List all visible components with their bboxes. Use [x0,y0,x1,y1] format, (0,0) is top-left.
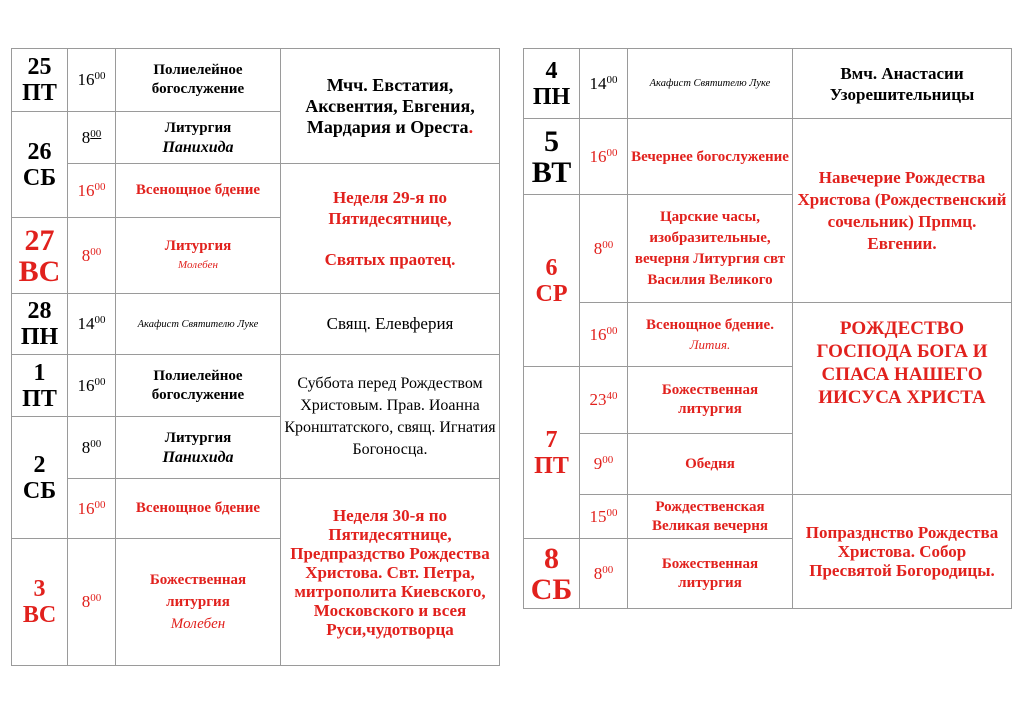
feast-line: Неделя 29-я по Пятидесятнице, [328,188,452,228]
service-cell [116,49,281,112]
time-hour: 8 [81,437,91,457]
feast-text: Навечерие Рождества Христова (Рождественский сочельник) Прпмц. Евгении. [797,167,1007,253]
service-cell [116,164,281,218]
service-cell [628,434,793,495]
service-name: Всенощное бдение [135,182,261,198]
time-cell [580,119,628,195]
time-hour: 8 [593,563,603,583]
date-cell-3 [12,539,68,666]
feast-cell [793,119,1012,303]
service-cell [628,49,793,119]
time-cell [68,294,116,355]
service-cell [628,367,793,434]
service-cell [628,119,793,195]
service-cell [628,495,793,539]
service-name: Всенощное бдение [135,500,261,516]
day-of-week: СБ [22,164,57,191]
time-cell [68,417,116,479]
time-minutes: 00 [90,245,102,258]
time-cell [580,539,628,609]
time-hour: 16 [77,498,95,518]
time-minutes: 40 [606,390,618,402]
feast-text: Вмч. Анастасии Узорешительницы [829,63,975,104]
time-cell [68,49,116,112]
feast-cell [281,294,500,355]
time-cell [68,539,116,666]
date-number: 1 [33,359,46,386]
date-number: 26 [27,138,52,165]
day-of-week: ПТ [22,385,57,412]
date-number: 6 [545,254,558,281]
time-cell [580,195,628,303]
feast-text: Мчч. Евстатия, Аксвентия, Евгения, Мардария и Ореста [305,74,475,137]
schedule-table-left [11,48,500,666]
time-hour: 14 [77,314,95,333]
time-minutes: 00 [94,180,106,193]
service-name: Рождественская Великая вечерня [651,498,769,534]
feast-cell [281,49,500,164]
date-cell-5 [524,119,580,195]
date-cell-4 [524,49,580,119]
service-cell [116,479,281,539]
feast-text: Свящ. Елевферия [326,314,454,333]
time-cell [580,495,628,539]
time-hour: 8 [593,238,603,258]
feast-text: РОЖДЕСТВО ГОСПОДА БОГА И СПАСА НАШЕГО ИИСУСА ХРИСТА [816,318,988,408]
service-name: Божественная литургия [661,555,759,591]
time-cell [580,49,628,119]
service-subtitle: Лития. [689,336,731,352]
feast-cell [281,164,500,294]
day-of-week: СР [535,280,568,307]
time-hour: 14 [589,73,607,93]
time-hour: 16 [77,180,95,200]
date-cell-8 [524,539,580,609]
time-minutes: 00 [602,454,614,466]
feast-text: Попразднство Рождества Христова. Собор Пресвятой Богородицы. [805,523,999,580]
feast-cell [281,479,500,666]
feast-line: Святых праотец. [324,250,456,269]
service-subtitle: Панихида [162,138,234,156]
time-cell [68,355,116,417]
service-name: Всенощное бдение. [646,316,774,333]
feast-cell [281,355,500,479]
time-minutes: 00 [90,592,102,604]
service-name: Обедня [685,455,735,472]
date-number: 5 [544,124,559,158]
day-of-week: ВС [18,254,61,288]
time-cell [580,434,628,495]
time-hour: 16 [589,324,607,344]
date-cell-2 [12,417,68,539]
feast-cell [793,49,1012,119]
time-cell [580,303,628,367]
date-number: 3 [33,576,46,602]
service-name: Полиелейное богослужение [151,62,245,97]
day-of-week: ПТ [534,452,569,479]
feast-text: Суббота перед Рождеством Христовым. Прав. Иоанна Кронштатского, свящ. Игнатия Богоносца. [284,374,496,458]
time-cell [68,112,116,164]
time-hour: 8 [81,127,91,147]
date-cell-25 [12,49,68,112]
date-cell-7 [524,367,580,539]
service-cell [116,417,281,479]
feast-text: Неделя 30-я по Пятидесятнице, Предпраздство Рождества Христова. Свт. Петра, митрополита Киевского, Московского и всея Руси,чудотворца [290,505,490,639]
date-cell-6 [524,195,580,367]
service-name: Литургия [164,237,232,254]
time-cell [580,367,628,434]
service-cell [116,218,281,294]
day-of-week: ПН [20,324,59,350]
service-subtitle: Панихида [162,448,234,466]
date-number: 4 [545,57,558,84]
date-cell-28 [12,294,68,355]
service-name: Акафист Святителю Луке [137,318,259,330]
service-name: Литургия [164,429,232,446]
time-hour: 8 [81,592,91,611]
feast-cell [793,495,1012,609]
date-cell-27 [12,218,68,294]
feast-period: . [468,116,474,137]
date-number: 25 [27,54,52,80]
day-of-week: ВТ [531,155,572,189]
service-name: Вечернее богослужение [631,148,789,165]
service-name: Литургия [164,119,232,136]
time-hour: 23 [589,390,607,409]
time-minutes: 00 [606,73,618,86]
day-of-week: ВС [22,602,57,628]
service-name: Полиелейное богослужение [151,367,245,403]
time-minutes: 00 [602,563,614,576]
service-name: Божественная литургия [149,572,247,610]
time-minutes: 00 [606,324,618,337]
time-hour: 15 [589,506,607,526]
time-minutes: 00 [90,437,102,450]
time-cell [68,218,116,294]
service-name: Акафист Святителю Луке [649,78,771,89]
time-cell [68,164,116,218]
time-hour: 16 [77,70,95,89]
day-of-week: СБ [22,477,57,504]
service-cell [628,195,793,303]
service-name: Царские часы, изобразительные, вечерня Литургия свт Василия Великого [634,208,786,288]
time-minutes: 00 [94,375,106,388]
time-hour: 16 [589,146,607,166]
service-cell [116,355,281,417]
service-cell [116,539,281,666]
service-cell [116,294,281,355]
service-subtitle: Молебен [178,258,218,271]
service-cell [628,539,793,609]
service-cell [116,112,281,164]
service-subtitle: Молебен [170,616,226,632]
time-minutes: 00 [606,146,618,159]
feast-cell [793,303,1012,495]
time-hour: 9 [593,454,603,473]
time-cell [68,479,116,539]
service-cell [628,303,793,367]
date-number: 8 [544,541,559,575]
time-minutes: 00 [94,498,106,511]
date-number: 27 [24,223,55,257]
service-name: Божественная литургия [661,382,759,417]
time-minutes: 00 [606,506,618,519]
day-of-week: СБ [530,572,573,606]
time-minutes: 00 [602,238,614,251]
date-number: 2 [33,451,46,478]
date-cell-1 [12,355,68,417]
time-hour: 8 [81,245,91,265]
date-number: 7 [545,426,558,453]
day-of-week: ПН [532,83,571,110]
time-hour: 16 [77,375,95,395]
time-minutes: 00 [94,314,106,326]
day-of-week: ПТ [22,80,57,106]
date-number: 28 [27,298,52,324]
time-minutes: 00 [94,70,106,82]
schedule-table-right [523,48,1012,609]
time-minutes: 00 [90,127,102,140]
date-cell-26 [12,112,68,218]
